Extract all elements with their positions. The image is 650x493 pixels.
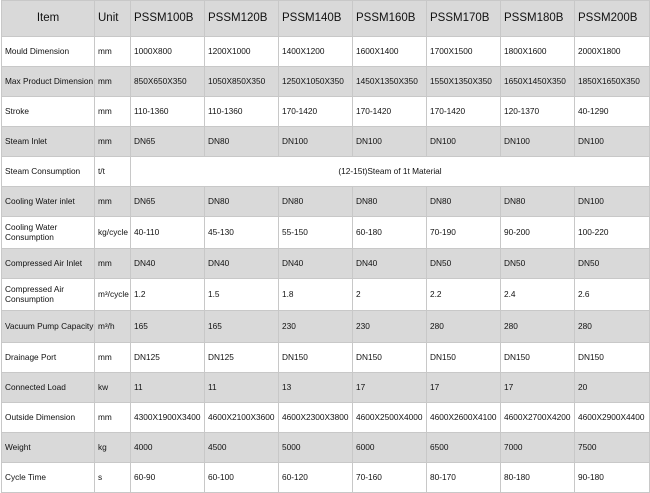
table-cell: 1450X1350X350 bbox=[353, 67, 427, 97]
table-cell: 4600X2100X3600 bbox=[205, 403, 279, 433]
table-cell: 230 bbox=[353, 311, 427, 343]
table-row bbox=[2, 187, 650, 217]
row-unit: kw bbox=[95, 373, 131, 403]
column-header: Item bbox=[2, 1, 95, 37]
row-label: Cooling Water inlet bbox=[2, 187, 95, 217]
table-cell: DN100 bbox=[501, 127, 575, 157]
table-cell: 1250X1050X350 bbox=[279, 67, 353, 97]
table-cell: DN65 bbox=[131, 187, 205, 217]
table-row bbox=[2, 249, 650, 279]
column-header: PSSM170B bbox=[427, 1, 501, 37]
row-label: Connected Load bbox=[2, 373, 95, 403]
table-cell: 280 bbox=[427, 311, 501, 343]
table-cell: DN80 bbox=[205, 187, 279, 217]
table-cell: 11 bbox=[205, 373, 279, 403]
table-cell: DN125 bbox=[131, 343, 205, 373]
table-cell: 60-180 bbox=[353, 217, 427, 249]
table-cell: 2 bbox=[353, 279, 427, 311]
spec-table bbox=[1, 0, 650, 493]
column-header: PSSM120B bbox=[205, 1, 279, 37]
table-cell: 1650X1450X350 bbox=[501, 67, 575, 97]
table-cell: DN65 bbox=[131, 127, 205, 157]
table-row bbox=[2, 463, 650, 493]
row-unit: kg bbox=[95, 433, 131, 463]
table-cell: 90-200 bbox=[501, 217, 575, 249]
table-cell: 13 bbox=[279, 373, 353, 403]
table-cell: 170-1420 bbox=[353, 97, 427, 127]
table-cell: 1000X800 bbox=[131, 37, 205, 67]
table-cell: 4600X2600X4100 bbox=[427, 403, 501, 433]
table-cell: DN150 bbox=[575, 343, 650, 373]
table-cell: 4300X1900X3400 bbox=[131, 403, 205, 433]
table-cell: 1700X1500 bbox=[427, 37, 501, 67]
table-cell: 90-180 bbox=[575, 463, 650, 493]
column-header: PSSM100B bbox=[131, 1, 205, 37]
table-cell: 40-110 bbox=[131, 217, 205, 249]
table-cell: 4600X2300X3800 bbox=[279, 403, 353, 433]
table-cell: 17 bbox=[501, 373, 575, 403]
table-cell: 11 bbox=[131, 373, 205, 403]
table-cell: DN100 bbox=[353, 127, 427, 157]
row-unit: mm bbox=[95, 127, 131, 157]
table-cell: 80-180 bbox=[501, 463, 575, 493]
table-row bbox=[2, 37, 650, 67]
column-header: PSSM140B bbox=[279, 1, 353, 37]
row-label: Steam Consumption bbox=[2, 157, 95, 187]
table-cell: 850X650X350 bbox=[131, 67, 205, 97]
table-cell: 45-130 bbox=[205, 217, 279, 249]
row-unit: mm bbox=[95, 97, 131, 127]
table-row bbox=[2, 217, 650, 249]
table-row bbox=[2, 311, 650, 343]
table-cell: 1.8 bbox=[279, 279, 353, 311]
table-cell: 20 bbox=[575, 373, 650, 403]
table-cell: 165 bbox=[205, 311, 279, 343]
table-row bbox=[2, 67, 650, 97]
table-cell: 70-160 bbox=[353, 463, 427, 493]
table-cell: 1400X1200 bbox=[279, 37, 353, 67]
row-unit: m³/cycle bbox=[95, 279, 131, 311]
table-cell: 1050X850X350 bbox=[205, 67, 279, 97]
table-cell: 110-1360 bbox=[205, 97, 279, 127]
table-cell: DN80 bbox=[353, 187, 427, 217]
row-unit: s bbox=[95, 463, 131, 493]
table-cell: 60-90 bbox=[131, 463, 205, 493]
table-cell: 110-1360 bbox=[131, 97, 205, 127]
table-cell: DN50 bbox=[575, 249, 650, 279]
table-cell: 4000 bbox=[131, 433, 205, 463]
table-row bbox=[2, 373, 650, 403]
row-label: Stroke bbox=[2, 97, 95, 127]
table-cell: DN125 bbox=[205, 343, 279, 373]
header-row bbox=[2, 1, 650, 37]
table-cell: 4500 bbox=[205, 433, 279, 463]
table-cell: DN100 bbox=[427, 127, 501, 157]
table-cell: 6000 bbox=[353, 433, 427, 463]
table-cell: DN100 bbox=[575, 187, 650, 217]
table-row bbox=[2, 279, 650, 311]
table-cell: DN40 bbox=[205, 249, 279, 279]
row-unit: mm bbox=[95, 249, 131, 279]
column-header: PSSM180B bbox=[501, 1, 575, 37]
table-cell: DN100 bbox=[279, 127, 353, 157]
table-cell: 120-1370 bbox=[501, 97, 575, 127]
table-cell: DN150 bbox=[501, 343, 575, 373]
table-row bbox=[2, 403, 650, 433]
table-cell: 7500 bbox=[575, 433, 650, 463]
row-unit: mm bbox=[95, 37, 131, 67]
row-unit: mm bbox=[95, 403, 131, 433]
table-cell: DN50 bbox=[427, 249, 501, 279]
row-label: Cooling Water Consumption bbox=[2, 217, 95, 249]
row-label: Compressed Air Consumption bbox=[2, 279, 95, 311]
column-header: PSSM200B bbox=[575, 1, 650, 37]
table-cell: 280 bbox=[575, 311, 650, 343]
row-label: Cycle Time bbox=[2, 463, 95, 493]
row-label: Max Product Dimension bbox=[2, 67, 95, 97]
table-cell: 6500 bbox=[427, 433, 501, 463]
table-cell: 1.2 bbox=[131, 279, 205, 311]
table-row bbox=[2, 433, 650, 463]
row-unit: m³/h bbox=[95, 311, 131, 343]
column-header: Unit bbox=[95, 1, 131, 37]
row-unit: mm bbox=[95, 67, 131, 97]
table-cell: 40-1290 bbox=[575, 97, 650, 127]
row-unit: mm bbox=[95, 187, 131, 217]
table-cell: DN150 bbox=[353, 343, 427, 373]
table-cell: 80-170 bbox=[427, 463, 501, 493]
table-cell: DN50 bbox=[501, 249, 575, 279]
table-cell: 2.6 bbox=[575, 279, 650, 311]
table-row bbox=[2, 343, 650, 373]
table-cell: 230 bbox=[279, 311, 353, 343]
table-cell: DN150 bbox=[427, 343, 501, 373]
row-label: Vacuum Pump Capacity bbox=[2, 311, 95, 343]
table-cell: 4600X2700X4200 bbox=[501, 403, 575, 433]
table-cell: DN150 bbox=[279, 343, 353, 373]
table-cell: 17 bbox=[353, 373, 427, 403]
table-cell: 1.5 bbox=[205, 279, 279, 311]
table-cell: 170-1420 bbox=[427, 97, 501, 127]
table-cell: DN40 bbox=[353, 249, 427, 279]
table-cell: 2.2 bbox=[427, 279, 501, 311]
table-cell: 1600X1400 bbox=[353, 37, 427, 67]
row-label: Compressed Air Inlet bbox=[2, 249, 95, 279]
merged-cell: (12-15t)Steam of 1t Material bbox=[131, 157, 650, 187]
table-cell: 60-120 bbox=[279, 463, 353, 493]
table-cell: DN80 bbox=[501, 187, 575, 217]
table-cell: 1200X1000 bbox=[205, 37, 279, 67]
table-cell: DN80 bbox=[279, 187, 353, 217]
table-cell: DN40 bbox=[279, 249, 353, 279]
table-cell: 4600X2500X4000 bbox=[353, 403, 427, 433]
row-label: Steam Inlet bbox=[2, 127, 95, 157]
table-cell: 2000X1800 bbox=[575, 37, 650, 67]
table-cell: DN100 bbox=[575, 127, 650, 157]
table-cell: 1550X1350X350 bbox=[427, 67, 501, 97]
table-cell: 70-190 bbox=[427, 217, 501, 249]
row-unit: t/t bbox=[95, 157, 131, 187]
table-cell: DN40 bbox=[131, 249, 205, 279]
table-cell: 165 bbox=[131, 311, 205, 343]
table-cell: 280 bbox=[501, 311, 575, 343]
table-cell: 2.4 bbox=[501, 279, 575, 311]
row-unit: mm bbox=[95, 343, 131, 373]
table-cell: 55-150 bbox=[279, 217, 353, 249]
table-cell: 1800X1600 bbox=[501, 37, 575, 67]
row-label: Drainage Port bbox=[2, 343, 95, 373]
table-cell: 4600X2900X4400 bbox=[575, 403, 650, 433]
row-label: Weight bbox=[2, 433, 95, 463]
column-header: PSSM160B bbox=[353, 1, 427, 37]
row-label: Mould Dimension bbox=[2, 37, 95, 67]
table-cell: 7000 bbox=[501, 433, 575, 463]
table-cell: 100-220 bbox=[575, 217, 650, 249]
table-row bbox=[2, 97, 650, 127]
table-cell: 170-1420 bbox=[279, 97, 353, 127]
table-cell: 5000 bbox=[279, 433, 353, 463]
table-cell: 1850X1650X350 bbox=[575, 67, 650, 97]
table-row bbox=[2, 127, 650, 157]
table-cell: 60-100 bbox=[205, 463, 279, 493]
row-unit: kg/cycle bbox=[95, 217, 131, 249]
table-cell: DN80 bbox=[427, 187, 501, 217]
table-cell: DN80 bbox=[205, 127, 279, 157]
table-cell: 17 bbox=[427, 373, 501, 403]
table-row bbox=[2, 157, 650, 187]
row-label: Outside Dimension bbox=[2, 403, 95, 433]
